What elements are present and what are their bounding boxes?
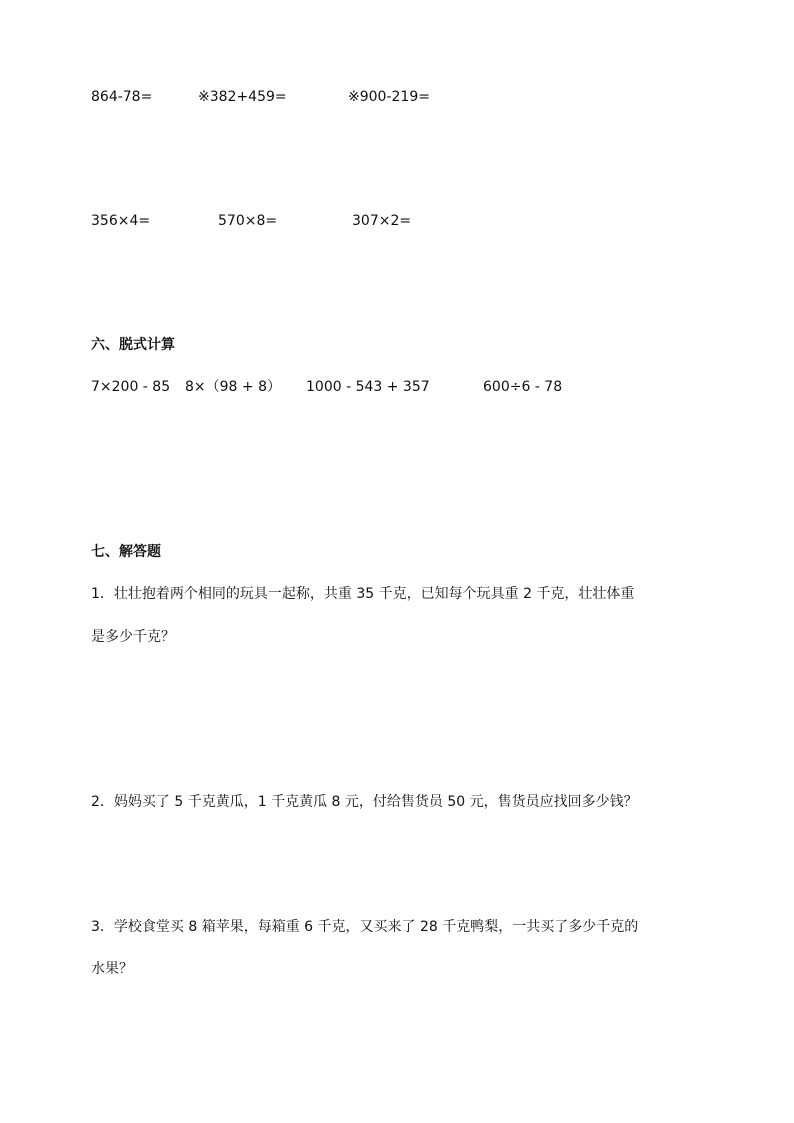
calc-item: 570×8= [218,213,278,229]
question-1-line-2: 是多少千克？ [91,629,175,645]
calc-row-1 [0,87,794,111]
section-7-title: 七、解答题 [91,544,161,560]
question-3-line-2: 水果？ [91,961,133,977]
step-calc-item: 8×（98 + 8） [185,379,281,395]
section-6-title: 六、脱式计算 [91,337,175,353]
calc-item: 307×2= [352,213,412,229]
question-2-line-1: 2．妈妈买了 5 千克黄瓜，1 千克黄瓜 8 元，付给售货员 50 元，售货员应找回多少钱？ [91,794,638,810]
step-calc-item: 7×200 - 85 [91,379,171,395]
step-calc-item: 1000 - 543 + 357 [306,379,430,395]
step-calc-row [0,377,794,401]
calc-item: ※382+459= [198,89,287,105]
calc-item: 356×4= [91,213,151,229]
question-1-line-1: 1．壮壮抱着两个相同的玩具一起称，共重 35 千克，已知每个玩具重 2 千克，壮壮体重 [91,586,635,602]
step-calc-item: 600÷6 - 78 [483,379,563,395]
question-3-line-1: 3．学校食堂买 8 箱苹果，每箱重 6 千克，又买来了 28 千克鸭梨，一共买了多少千克的 [91,919,639,935]
calc-row-2 [0,211,794,235]
calc-item: ※900-219= [348,89,430,105]
calc-item: 864-78= [91,89,153,105]
